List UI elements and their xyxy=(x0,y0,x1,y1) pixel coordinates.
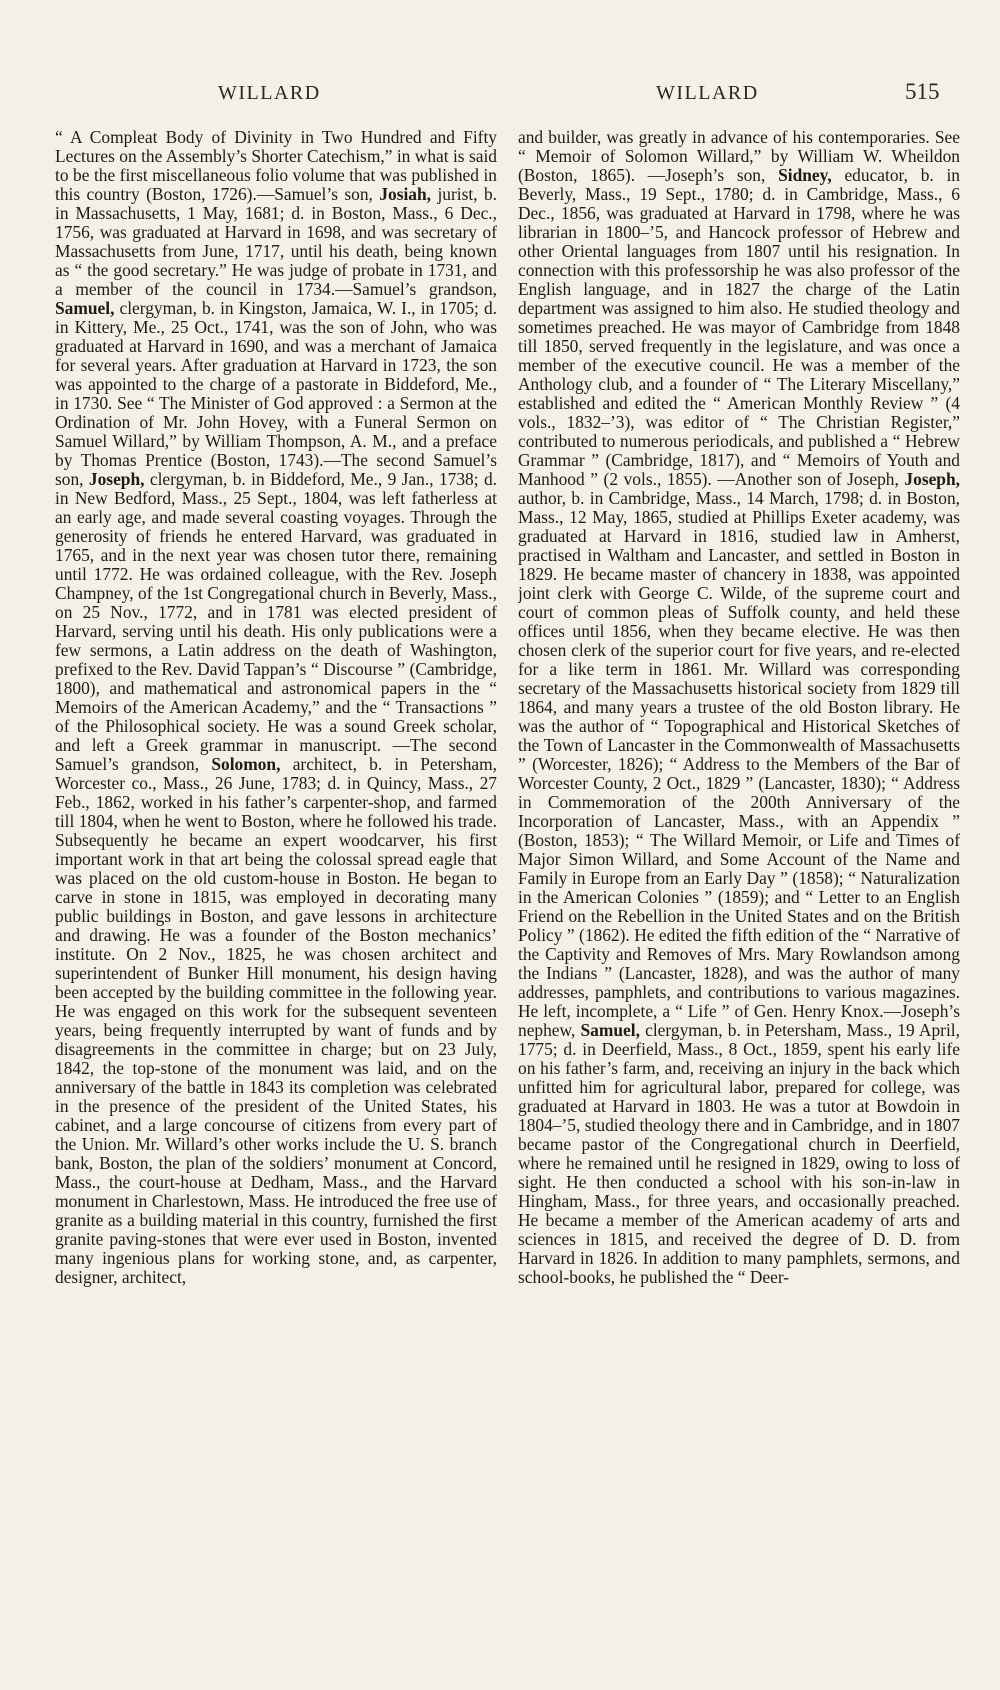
right-entry-name: Sidney, xyxy=(778,165,832,185)
right-text-segment: clergyman, b. in Petersham, Mass., 19 April, 1775; d. in Deerfield, Mass., 8 Oct., 1859, spent his early life on his father’s farm, and, receiving an injury in the back which unfitted him for agricultural labor, prepared for college, was graduated at Harvard in 1803. He was a tutor at Bowdoin in 1804–’5, studied theology there and in Cambridge, and in 1807 became pastor of the Congregational church in Deerfield, where he remained until he resigned in 1829, owing to loss of sight. He then conducted a school with his son-in-law in Hingham, Mass., for three years, and occasionally preached. He became a member of the American academy of arts and sciences in 1815, and received the degree of D. D. from Harvard in 1826. In addition to many pamphlets, sermons, and school-books, he published the “ Deer- xyxy=(518,1020,960,1287)
left-text-segment: clergyman, b. in Kingston, Jamaica, W. I., in 1705; d. in Kittery, Me., 25 Oct., 1741, was the son of John, who was graduated at Harvard in 1690, and was a merchant of Jamaica for several years. After graduation at Harvard in 1723, the son was appointed to the charge of a pastorate in Biddeford, Me., in 1730. See “ The Minister of God approved : a Sermon at the Ordination of Mr. John Hovey, with a Funeral Sermon on Samuel Willard,” by William Thompson, A. M., and a preface by Thomas Prentice (Boston, 1743).—The second Samuel’s son, xyxy=(55,298,497,489)
left-text-segment: clergyman, b. in Biddeford, Me., 9 Jan., 1738; d. in New Bedford, Mass., 25 Sept., 1804, was left fatherless at an early age, and made several coasting voyages. Through the generosity of friends he entered Harvard, was graduated in 1765, and in the next year was chosen tutor there, remaining until 1772. He was ordained colleague, with the Rev. Joseph Champney, of the 1st Congregational church in Beverly, Mass., on 25 Nov., 1772, and in 1781 was elected president of Harvard, serving until his death. His only publications were a few sermons, a Latin address on the death of Washington, prefixed to the Rev. David Tappan’s “ Discourse ” (Cambridge, 1800), and mathematical and astronomical papers in the “ Memoirs of the American Academy,” and the “ Transactions ” of the Philosophical society. He was a sound Greek scholar, and left a Greek grammar in manuscript. —The second Samuel’s grandson, xyxy=(55,469,497,774)
left-entry-name: Solomon, xyxy=(211,754,281,774)
left-entry-name: Samuel, xyxy=(55,298,115,318)
left-entry-name: Joseph, xyxy=(88,469,145,489)
page-header xyxy=(0,79,1000,112)
running-head-right: WILLARD xyxy=(656,82,759,104)
right-text-segment: educator, b. in Beverly, Mass., 19 Sept., 1780; d. in Cambridge, Mass., 6 Dec., 1856, was graduated at Harvard in 1798, where he was librarian in 1800–’5, and Hancock professor of Hebrew and other Oriental languages from 1807 until his resignation. In connection with this professorship he was also professor of the English language, and in 1827 the charge of the Latin department was assigned to him also. He studied theology and sometimes preached. He was mayor of Cambridge from 1848 till 1850, served frequently in the legislature, and was once a member of the executive council. He was a member of the Anthology club, and a founder of “ The Literary Miscellany,” established and edited the “ American Monthly Review ” (4 vols., 1832–’3), was editor of “ The Christian Register,” contributed to numerous periodicals, and published a “ Hebrew Grammar ” (Cambridge, 1817), and “ Memoirs of Youth and Manhood ” (2 vols., 1855). —Another son of Joseph, xyxy=(518,165,960,489)
left-column-text xyxy=(55,128,497,1287)
running-head-left: WILLARD xyxy=(218,82,321,104)
right-column-text xyxy=(518,128,960,1287)
right-entry-name: Joseph, xyxy=(904,469,960,489)
left-text-segment: architect, b. in Petersham, Worcester co., Mass., 26 June, 1783; d. in Quincy, Mass., 27 Feb., 1862, worked in his father’s carpenter-shop, and farmed till 1804, when he went to Boston, where he followed his trade. Subsequently he became an expert woodcarver, his first important work in that art being the colossal spread eagle that was placed on the old custom-house in Boston. He began to carve in stone in 1815, was employed in decorating many public buildings in Boston, and gave lessons in architecture and drawing. He was a founder of the Boston mechanics’ institute. On 2 Nov., 1825, he was chosen architect and superintendent of Bunker Hill monument, his design having been accepted by the building committee in the following year. He was engaged on this work for the subsequent seventeen years, being frequently interrupted by want of funds and by disagreements in the committee in charge; but on 23 July, 1842, the top-stone of the monument was laid, and on the anniversary of the battle in 1843 its completion was celebrated in the presence of the president of the United States, his cabinet, and a large concourse of citizens from every part of the Union. Mr. Willard’s other works include the U. S. branch bank, Boston, the plan of the soldiers’ monument at Concord, Mass., the court-house at Dedham, Mass., and the Harvard monument in Charlestown, Mass. He introduced the free use of granite as a building material in this country, furnished the first granite paving-stones that were ever used in Boston, invented many ingenious plans for working stone, and, as carpenter, designer, architect, xyxy=(55,754,497,1287)
right-text-segment: and builder, was greatly in advance of his contemporaries. See “ Memoir of Solomon Willard,” by William W. Wheildon (Boston, 1865). —Joseph’s son, xyxy=(518,128,960,185)
left-column xyxy=(55,128,497,1668)
right-entry-name: Samuel, xyxy=(580,1020,640,1040)
left-text-segment: jurist, b. in Massachusetts, 1 May, 1681; d. in Boston, Mass., 6 Dec., 1756, was graduated at Harvard in 1698, and was secretary of Massachusetts from June, 1717, until his death, being known as “ the good secretary.” He was judge of probate in 1731, and a member of the council in 1734.—Samuel’s grandson, xyxy=(55,184,497,299)
right-text-segment: author, b. in Cambridge, Mass., 14 March, 1798; d. in Boston, Mass., 12 May, 1865, studied at Phillips Exeter academy, was graduated at Harvard in 1816, studied law in Amherst, practised in Waltham and Lancaster, and settled in Boston in 1829. He became master of chancery in 1838, was appointed joint clerk with George C. Wilde, of the supreme court and court of common pleas of Suffolk county, and held these offices until 1856, when they became elective. He was then chosen clerk of the superior court for five years, and re-elected for a like term in 1861. Mr. Willard was corresponding secretary of the Massachusetts historical society from 1829 till 1864, and many years a trustee of the old Boston library. He was the author of “ Topographical and Historical Sketches of the Town of Lancaster in the Commonwealth of Massachusetts ” (Worcester, 1826); “ Address to the Members of the Bar of Worcester County, 2 Oct., 1829 ” (Lancaster, 1830); “ Address in Commemoration of the 200th Anniversary of the Incorporation of Lancaster, Mass., with an Appendix ” (Boston, 1853); “ The Willard Memoir, or Life and Times of Major Simon Willard, and Some Account of the Name and Family in Europe from an Early Day ” (1858); “ Naturalization in the American Colonies ” (1859); and “ Letter to an English Friend on the Rebellion in the United States and on the British Policy ” (1862). He edited the fifth edition of the “ Narrative of the Captivity and Removes of Mrs. Mary Rowlandson among the Indians ” (Lancaster, 1828), and was the author of many addresses, pamphlets, and contributions to various magazines. He left, incomplete, a “ Life ” of Gen. Henry Knox.—Joseph’s nephew, xyxy=(518,488,960,1040)
page-number: 515 xyxy=(905,79,940,104)
left-text-segment: “ A Compleat Body of Divinity in Two Hundred and Fifty Lectures on the Assembly’s Shorter Catechism,” in what is said to be the first miscellaneous folio volume that was published in this country (Boston, 1726).—Samuel’s son, xyxy=(55,128,497,204)
right-column xyxy=(518,128,960,1668)
left-entry-name: Josiah, xyxy=(379,184,432,204)
